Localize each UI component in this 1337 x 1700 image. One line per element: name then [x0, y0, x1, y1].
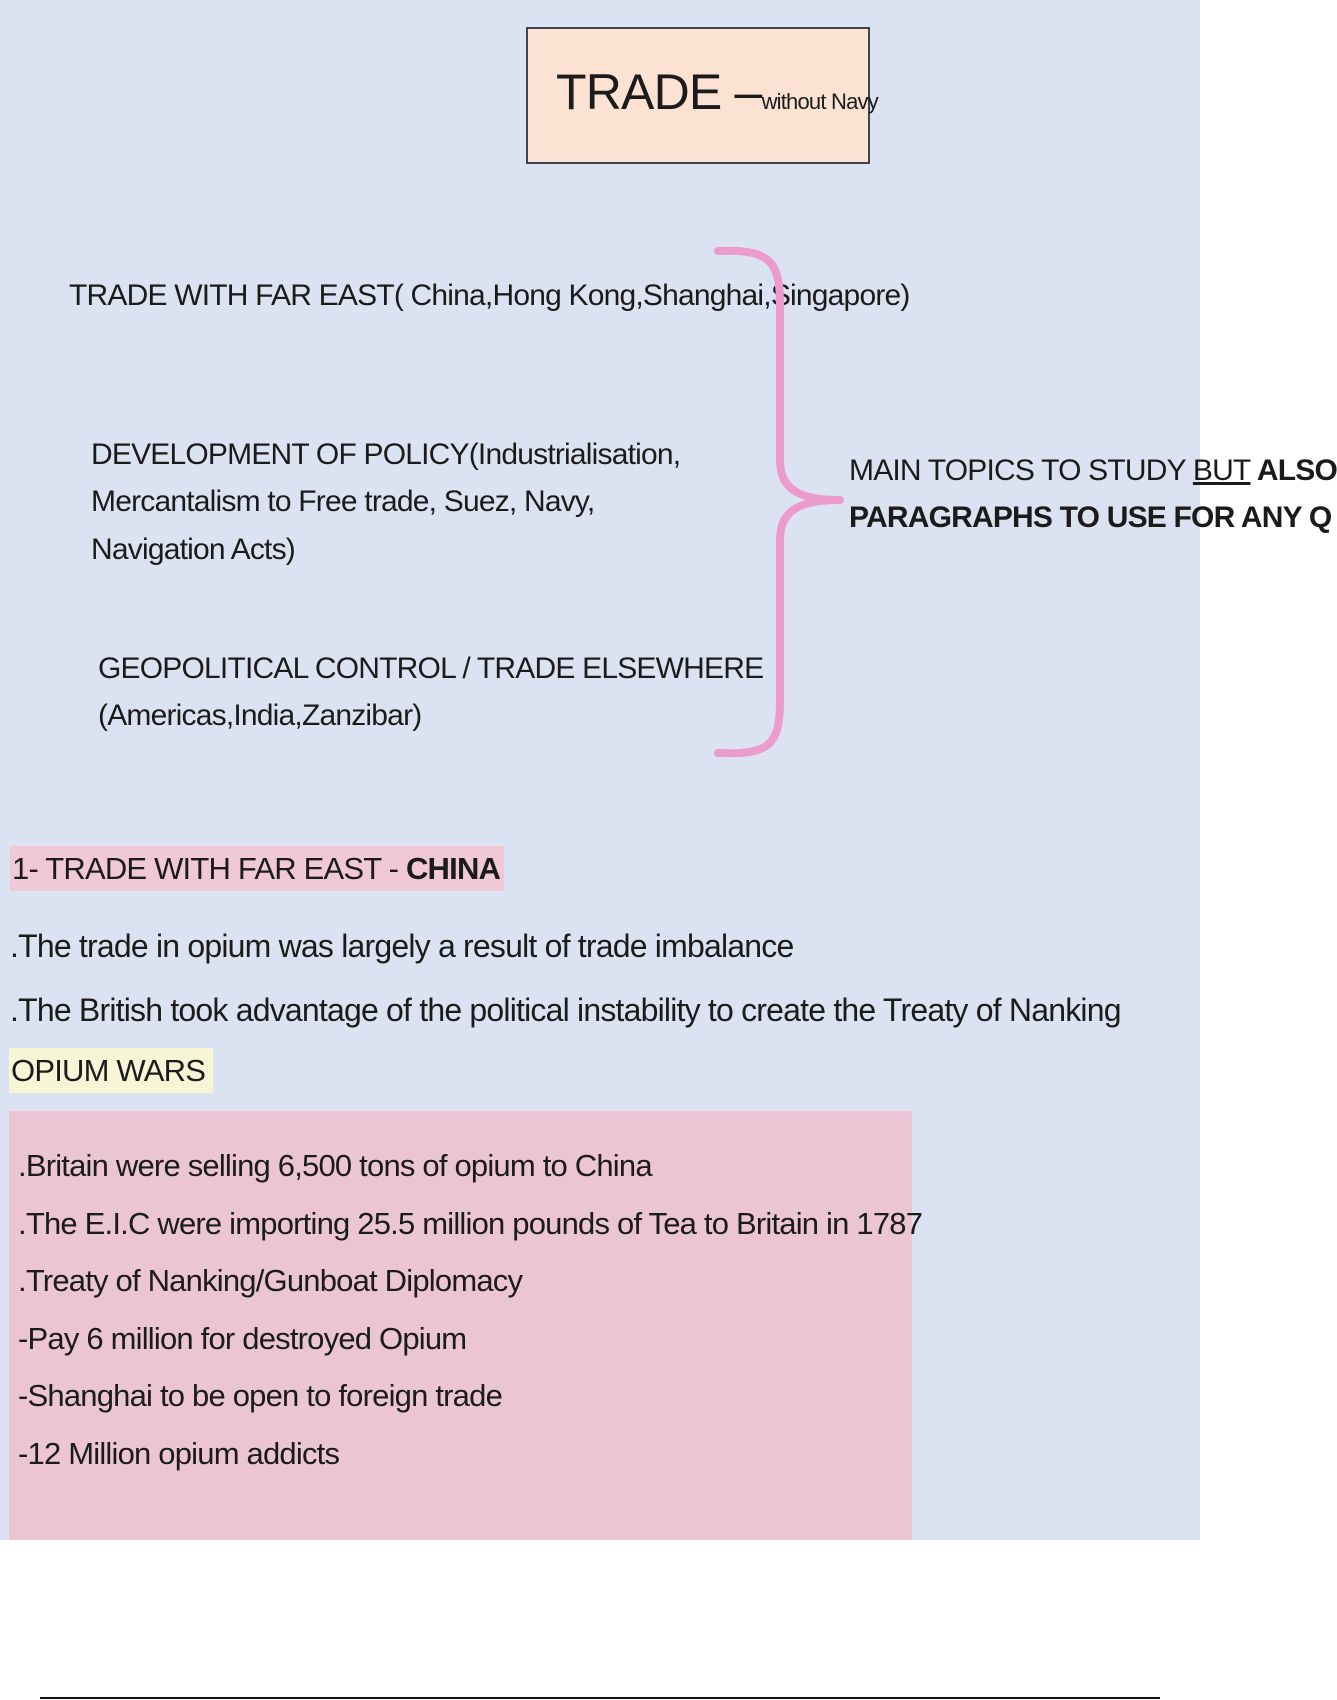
- title-subtitle: without Navy: [761, 89, 878, 114]
- opium-facts-list: [9, 1111, 923, 1482]
- side-note-line-1: [849, 447, 1337, 494]
- slide-title: [556, 64, 878, 120]
- topic-line: Mercantalism to Free trade, Suez, Navy,: [91, 485, 595, 519]
- title-box: [526, 27, 878, 164]
- side-note-bold: ALSO: [1250, 454, 1337, 487]
- side-note: [849, 447, 1337, 542]
- opium-wars-heading: OPIUM WARS: [9, 1048, 213, 1093]
- topic-line: DEVELOPMENT OF POLICY(Industrialisation,: [91, 438, 681, 471]
- list-item: .The E.I.C were importing 25.5 million pounds of Tea to Britain in 1787: [18, 1205, 923, 1241]
- opium-facts-box: [9, 1111, 923, 1540]
- list-item: .Britain were selling 6,500 tons of opium to China: [18, 1148, 652, 1183]
- body-line: .The trade in opium was largely a result of trade imbalance: [10, 928, 794, 964]
- topic-line: (Americas,India,Zanzibar): [98, 699, 422, 733]
- right-curly-brace-icon: [710, 245, 850, 765]
- side-note-bold: PARAGRAPHS TO USE FOR ANY Q: [849, 501, 1332, 535]
- topic-line: Navigation Acts): [91, 532, 295, 566]
- body-line: .The British took advantage of the political instability to create the Treaty of Nanking: [10, 992, 1121, 1028]
- section-heading-text: 1- TRADE WITH FAR EAST -: [12, 851, 406, 886]
- title-main-text: TRADE –: [556, 64, 762, 120]
- topic-line: GEOPOLITICAL CONTROL / TRADE ELSEWHERE: [98, 652, 764, 685]
- topic-policy: [91, 431, 680, 573]
- list-item: -Shanghai to be open to foreign trade: [18, 1378, 503, 1413]
- list-item: -12 Million opium addicts: [18, 1435, 340, 1471]
- side-note-line-2: [849, 494, 1337, 541]
- side-note-underlined: BUT: [1192, 454, 1251, 487]
- list-item: -Pay 6 million for destroyed Opium: [18, 1320, 467, 1356]
- topic-geopolitical: [98, 645, 763, 740]
- list-item: .Treaty of Nanking/Gunboat Diplomacy: [18, 1263, 523, 1298]
- section-heading-china: [10, 846, 504, 891]
- side-note-text: MAIN TOPICS TO STUDY: [849, 454, 1193, 487]
- topic-line: TRADE WITH FAR EAST( China,Hong Kong,Shanghai,Singapore): [69, 279, 910, 312]
- section-heading-bold: CHINA: [405, 851, 501, 886]
- footer-divider: [40, 1697, 1160, 1699]
